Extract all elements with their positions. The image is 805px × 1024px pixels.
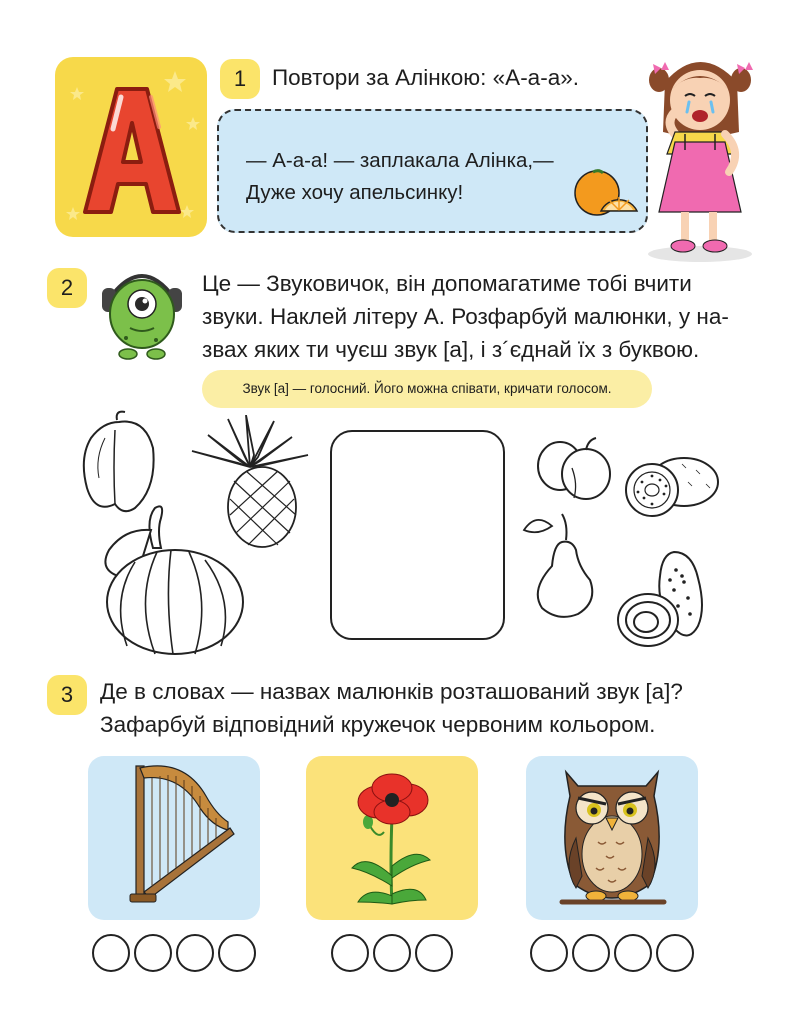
harp-picture [88,756,260,920]
owl-picture [526,756,698,920]
poppy-picture [306,756,478,920]
rhyme-line-2: Дуже хочу апельсинку! [246,181,464,204]
task-2-line-3: звах яких ти чуєш звук [а], і з´єднай їх з буквою. [202,337,700,362]
avocado-picture [612,548,710,652]
task-2-line-1: Це — Звуковичок, він допомагатиме тобі вчити [202,271,692,296]
plum-picture [532,432,614,502]
task-3-number: 3 [47,675,87,715]
monster-zvukovychok-picture [100,258,184,362]
sound-circle-owl-3[interactable] [614,934,652,972]
task-3-line-2: Зафарбуй відповідний кружечок червоним кольором. [100,712,656,737]
sound-circle-harp-2[interactable] [134,934,172,972]
kiwi-picture [622,452,722,520]
pumpkin-picture [95,500,250,660]
task-2-number: 2 [47,268,87,308]
sound-circle-owl-4[interactable] [656,934,694,972]
sound-circle-harp-3[interactable] [176,934,214,972]
card-poppy [306,756,478,920]
task-3-line-1: Де в словах — назвах малюнків розташований звук [а]? [100,679,683,704]
sound-note: Звук [а] — голосний. Його можна співати, кричати голосом. [202,370,652,408]
letter-a-picture [55,57,207,237]
card-harp [88,756,260,920]
sound-circle-poppy-1[interactable] [331,934,369,972]
task-1-number: 1 [220,59,260,99]
rhyme-box [217,109,648,233]
rhyme-line-1: — А-а-а! — заплакала Алінка,— [246,149,554,172]
card-owl [526,756,698,920]
sound-circle-harp-4[interactable] [218,934,256,972]
girl-picture [645,42,755,264]
sound-circle-owl-2[interactable] [572,934,610,972]
task-2-line-2: звуки. Наклей літеру А. Розфарбуй малюнки, у на- [202,304,729,329]
sound-circle-poppy-3[interactable] [415,934,453,972]
sound-circle-poppy-2[interactable] [373,934,411,972]
letter-sticker-area[interactable] [330,430,505,640]
letter-card [55,57,207,237]
sound-circle-harp-1[interactable] [92,934,130,972]
task-1-instruction: Повтори за Алінкою: «А-а-а». [272,65,579,90]
orange-picture [571,167,639,223]
pear-picture [518,510,608,622]
sound-circle-owl-1[interactable] [530,934,568,972]
